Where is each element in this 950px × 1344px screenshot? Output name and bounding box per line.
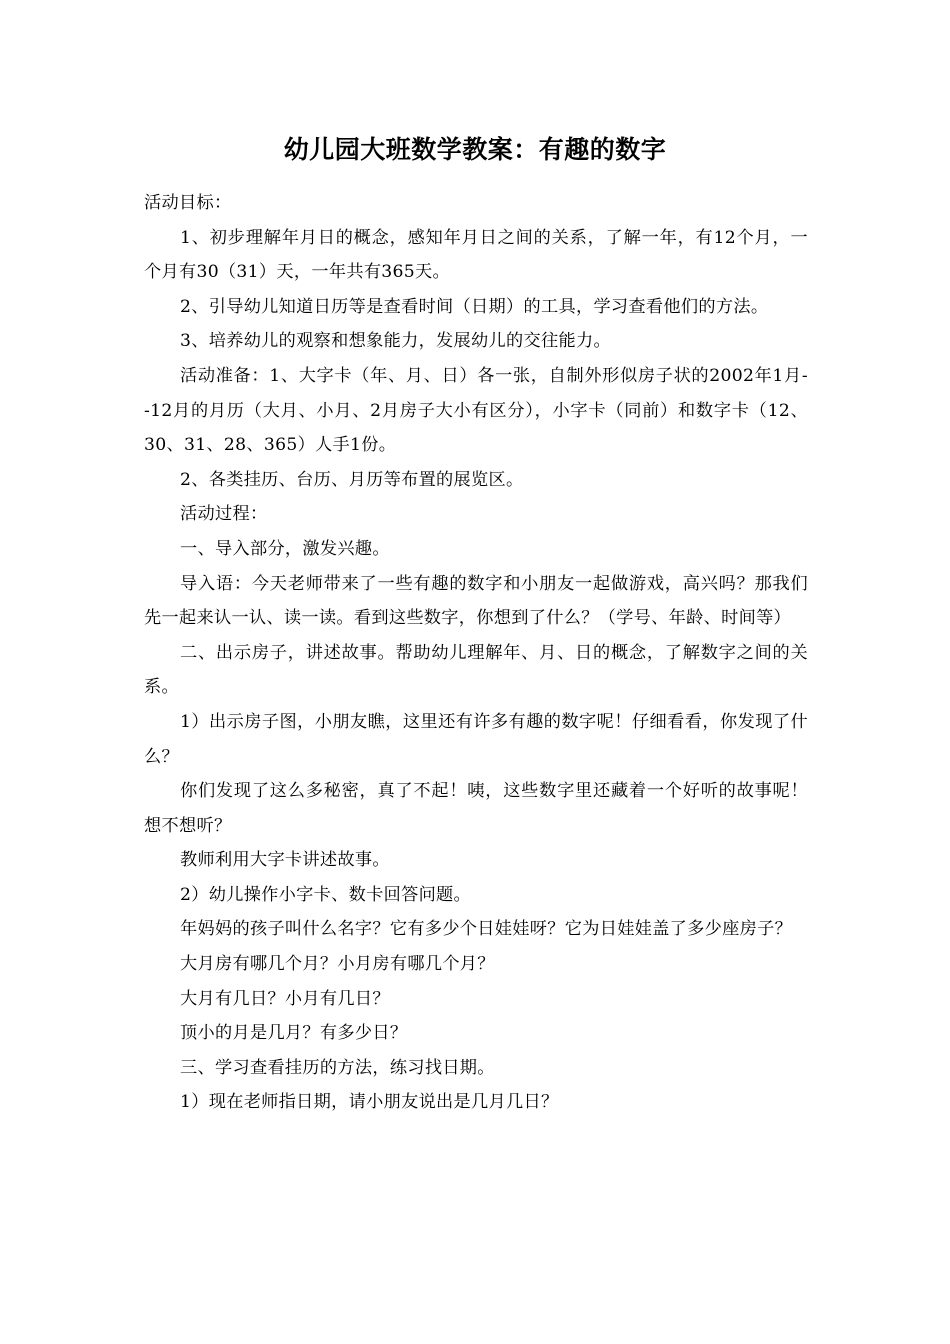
paragraph-section-3-heading: 三、学习查看挂历的方法，练习找日期。 <box>180 1057 495 1078</box>
paragraph-question-smallest-month: 顶小的月是几月？有多少日？ <box>180 1023 408 1044</box>
paragraph-secret-story: 你们发现了这么多秘密，真了不起！咦，这些数字里还藏着一个好听的故事呢！想不想听？ <box>144 781 808 836</box>
paragraph-section-2-heading: 二、出示房子，讲述故事。帮助幼儿理解年、月、日的概念，了解数字之间的关系。 <box>144 642 808 698</box>
document-body <box>144 186 808 1120</box>
paragraph-children-cards: 2）幼儿操作小字卡、数卡回答问题。 <box>180 884 472 905</box>
paragraph-show-house: 1）出示房子图，小朋友瞧，这里还有许多有趣的数字呢！仔细看看，你发现了什么？ <box>144 711 808 767</box>
paragraph-question-year-mother: 年妈妈的孩子叫什么名字？它有多少个日娃娃呀？它为日娃娃盖了多少座房子？ <box>180 919 793 940</box>
paragraph-question-days: 大月有几日？小月有几日？ <box>180 988 390 1009</box>
paragraph-process-heading: 活动过程： <box>180 504 268 525</box>
paragraph-preparation-2: 2、各类挂历、台历、月历等布置的展览区。 <box>180 469 524 490</box>
paragraph-intro-speech: 导入语：今天老师带来了一些有趣的数字和小朋友一起做游戏，高兴吗？那我们先一起来认一认、读一读。看到这些数字，你想到了什么？（学号、年龄、时间等） <box>144 573 808 629</box>
document-title: 幼儿园大班数学教案：有趣的数字 <box>283 135 667 164</box>
paragraph-goal-3: 3、培养幼儿的观察和想象能力，发展幼儿的交往能力。 <box>180 331 611 352</box>
paragraph-section-1-heading: 一、导入部分，激发兴趣。 <box>180 538 390 559</box>
paragraph-find-date: 1）现在老师指日期，请小朋友说出是几月几日？ <box>180 1092 559 1113</box>
paragraph-preparation-1: 活动准备：1、大字卡（年、月、日）各一张，自制外形似房子状的2002年1月--12月的月历（大月、小月、2月房子大小有区分），小字卡（同前）和数字卡（12、30、31、28、365）人手1份。 <box>144 365 808 456</box>
paragraph-activity-goals-heading: 活动目标： <box>144 193 232 213</box>
paragraph-goal-1: 1、初步理解年月日的概念，感知年月日之间的关系，了解一年，有12个月，一个月有30（31）天，一年共有365天。 <box>144 227 808 283</box>
paragraph-teacher-story: 教师利用大字卡讲述故事。 <box>180 850 390 871</box>
paragraph-question-big-small-month: 大月房有哪几个月？小月房有哪几个月？ <box>180 954 495 975</box>
paragraph-goal-2: 2、引导幼儿知道日历等是查看时间（日期）的工具，学习查看他们的方法。 <box>180 296 769 317</box>
